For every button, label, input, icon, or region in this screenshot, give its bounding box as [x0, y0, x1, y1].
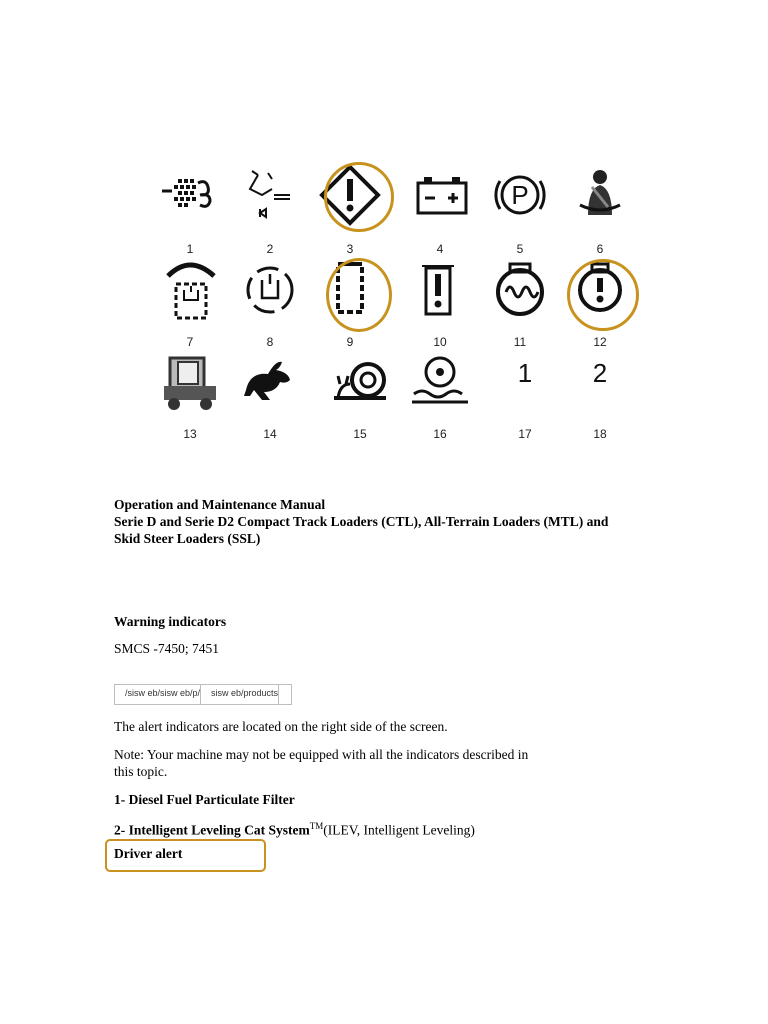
driver-alert-heading: Driver alert — [114, 846, 183, 861]
item-1-heading: 1- Diesel Fuel Particulate Filter — [114, 792, 295, 807]
indicator-18 — [560, 350, 640, 440]
machine-cab-icon — [160, 350, 220, 412]
paragraph-note-line1: Note: Your machine may not be equipped with all the indicators described in — [114, 747, 529, 762]
ride-control-icon — [410, 350, 470, 412]
indicator-15 — [320, 350, 400, 440]
intelligent-leveling-icon — [240, 165, 300, 227]
indicator-2 — [230, 165, 310, 255]
indicator-11 — [480, 258, 560, 348]
smcs-code: SMCS -7450; 7451 — [114, 641, 220, 656]
seat-belt-icon — [570, 165, 630, 227]
indicator-number: 12 — [593, 335, 607, 349]
indicator-13 — [150, 350, 230, 440]
manual-title: Operation and Maintenance Manual — [114, 497, 326, 512]
warning-indicators-figure — [150, 160, 660, 450]
indicator-number: 7 — [186, 335, 194, 349]
item-2-heading — [114, 818, 475, 839]
indicator-number: 16 — [433, 427, 447, 441]
indicator-number: 2 — [266, 242, 274, 256]
path-breadcrumb — [114, 684, 292, 705]
indicator-17 — [485, 350, 565, 440]
manual-subtitle-line2: Skid Steer Loaders (SSL) — [114, 531, 261, 546]
paragraph-note-line2: this topic. — [114, 764, 168, 779]
diesel-particulate-filter-icon — [160, 165, 220, 227]
indicator-number: 10 — [433, 335, 447, 349]
paragraph-location: The alert indicators are located on the right side of the screen. — [114, 719, 448, 734]
indicator-number: 1 — [186, 242, 194, 256]
indicator-7 — [150, 258, 230, 348]
indicator-number: 5 — [516, 242, 524, 256]
speed-1-label: 1 — [517, 358, 533, 388]
cycle-icon — [240, 258, 300, 320]
highlight-circle-9 — [326, 258, 392, 332]
indicator-number: 15 — [353, 427, 367, 441]
indicator-14 — [230, 350, 310, 440]
path-segment: sisw eb/products — [201, 685, 279, 704]
indicator-number: 9 — [346, 335, 354, 349]
indicator-number: 4 — [436, 242, 444, 256]
indicator-16 — [400, 350, 480, 440]
indicator-number: 18 — [593, 427, 607, 441]
indicator-6 — [560, 165, 640, 255]
item-2-rest: (ILEV, Intelligent Leveling) — [323, 822, 475, 838]
snail-slow-icon — [330, 350, 390, 412]
trademark-mark: TM — [309, 821, 324, 831]
glow-plug-icon — [490, 258, 550, 320]
battery-icon — [410, 165, 470, 227]
indicator-8 — [230, 258, 310, 348]
indicator-number: 3 — [346, 242, 354, 256]
highlight-circle-3 — [324, 162, 394, 232]
indicator-5 — [480, 165, 560, 255]
item-2-bold: 2- Intelligent Leveling Cat System — [114, 822, 310, 838]
indicator-number: 17 — [518, 427, 532, 441]
section-title: Warning indicators — [114, 614, 227, 629]
indicator-number: 11 — [513, 335, 527, 349]
path-segment: /sisw eb/sisw eb/p/ — [115, 685, 201, 704]
indicator-number: 8 — [266, 335, 274, 349]
speed-2-label: 2 — [592, 358, 608, 388]
manual-subtitle-line1: Serie D and Serie D2 Compact Track Loaders (CTL), All-Terrain Loaders (MTL) and — [114, 514, 609, 529]
rabbit-fast-icon — [240, 350, 300, 412]
indicator-number: 13 — [183, 427, 197, 441]
highlight-circle-12 — [567, 259, 639, 331]
parking-brake-icon — [490, 165, 550, 227]
svg-text:P: P — [511, 180, 529, 210]
bucket-level-icon — [160, 258, 220, 320]
indicator-4 — [400, 165, 480, 255]
indicator-number: 6 — [596, 242, 604, 256]
indicator-1 — [150, 165, 230, 255]
door-alert-icon — [410, 258, 470, 320]
indicator-number: 14 — [263, 427, 277, 441]
indicator-10 — [400, 258, 480, 348]
